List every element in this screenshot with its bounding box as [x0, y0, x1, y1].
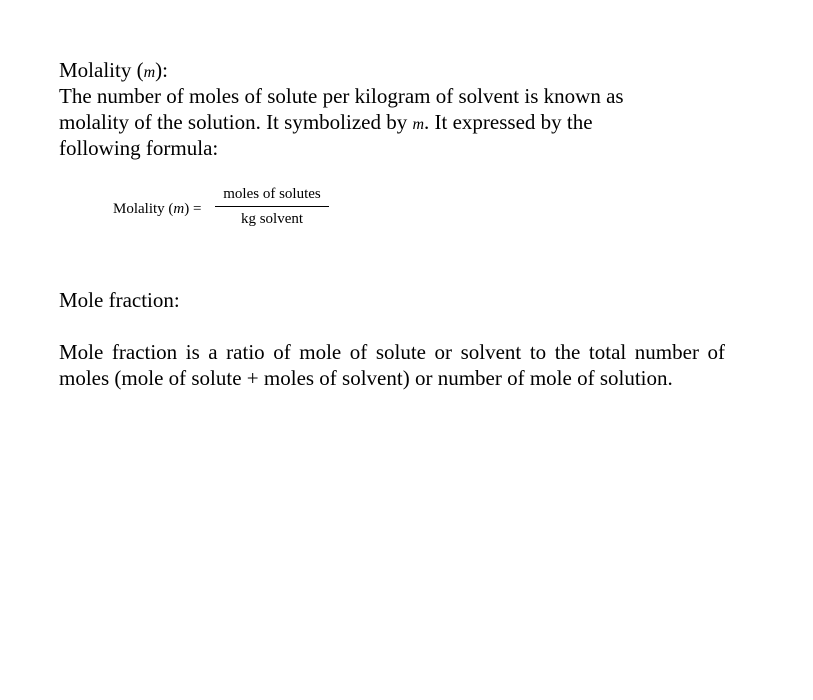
molality-heading-symbol: m [143, 64, 156, 81]
molality-heading [59, 57, 168, 86]
fraction-bar [215, 206, 329, 207]
formula-lhs [113, 200, 201, 218]
molality-definition-line-2 [59, 109, 593, 138]
molality-heading-close: ): [155, 58, 168, 82]
line2-symbol: m [412, 116, 425, 133]
mole-fraction-heading: Mole fraction: [59, 288, 180, 312]
formula-numerator: moles of solutes [223, 186, 321, 202]
formula-fraction [215, 185, 329, 230]
line2-text-a: molality of the solution. It symbolized by [59, 110, 413, 134]
mole-fraction-paragraph: Mole fraction is a ratio of mole of solute or solvent to the total number of moles (mole of solute + moles of solvent) or number of mole of solution. [59, 340, 725, 390]
molality-definition-line-1: The number of moles of solute per kilogram of solvent is known as [59, 84, 624, 108]
line2-text-b: . It expressed by the [424, 110, 593, 134]
formula-lhs-close: ) = [184, 201, 202, 217]
formula-denominator: kg solvent [240, 211, 304, 227]
molality-definition-line-3: following formula: [59, 136, 219, 160]
formula-lhs-symbol: m [173, 201, 185, 217]
formula-lhs-label: Molality ( [113, 201, 174, 217]
molality-heading-label: Molality ( [59, 58, 144, 82]
